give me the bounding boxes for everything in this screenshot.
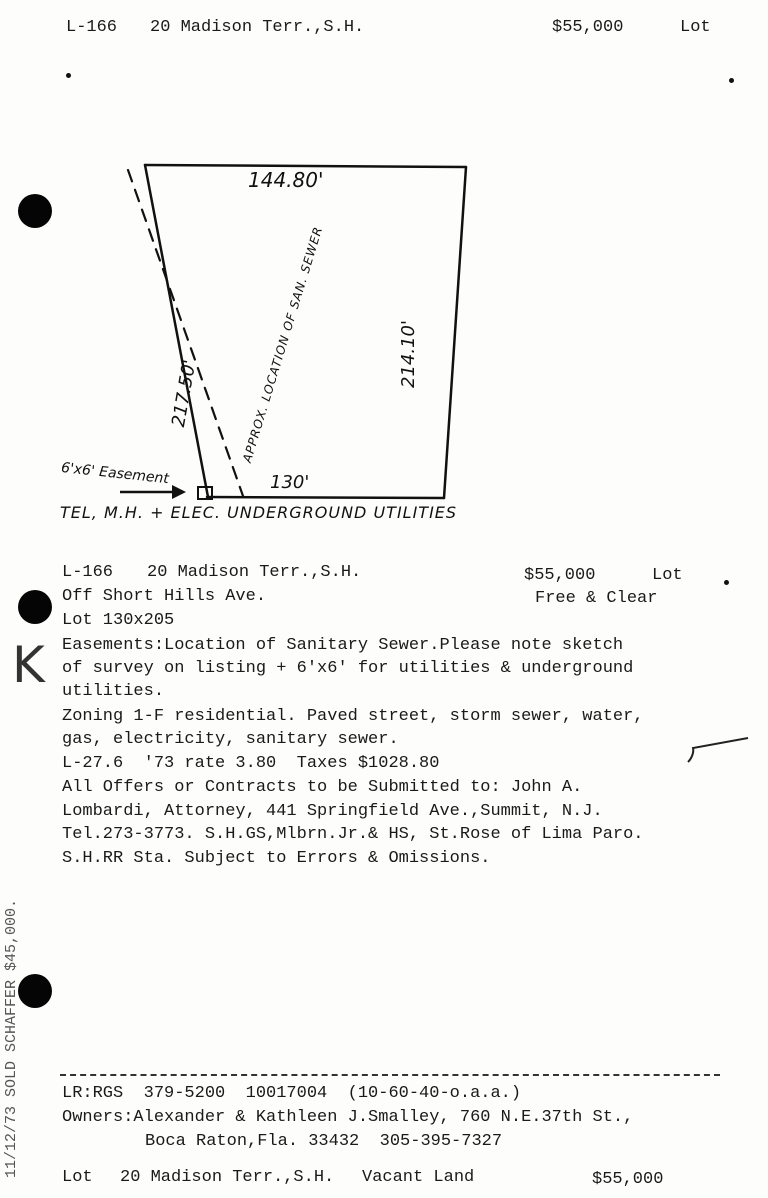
owners-address: Boca Raton,Fla. 33432 305-395-7327 [145,1132,503,1151]
listing-title-status: Free & Clear [535,589,658,608]
listing-address: 20 Madison Terr.,S.H. [147,563,362,582]
body-line: Easements:Location of Sanitary Sewer.Please note sketch [62,636,624,655]
header-address: 20 Madison Terr.,S.H. [150,18,365,37]
listing-broker-line: LR:RGS 379-5200 10017004 (10-60-40-o.a.a.) [62,1084,522,1103]
left-dimension: 217.50' [168,358,201,429]
easement-label: 6'x6' Easement [60,460,170,488]
header-listing-id: L-166 [66,18,118,37]
right-dimension: 214.10' [398,320,419,388]
body-line: All Offers or Contracts to be Submitted to: John A. [62,778,583,797]
owners-line: Owners:Alexander & Kathleen J.Smalley, 760 N.E.37th St., [62,1108,634,1127]
lot-size: Lot 130x205 [62,611,175,630]
body-line: of survey on listing + 6'x6' for utilities & underground [62,659,634,678]
body-line: utilities. [62,682,165,701]
sewer-note: APPROX. LOCATION OF SAN. SEWER [240,224,326,465]
sold-stamp: 11/12/73 SOLD SCHAFFER $45,000. [3,898,20,1178]
top-dimension: 144.80' [248,168,324,192]
body-line: Zoning 1-F residential. Paved street, storm sewer, water, [62,707,644,726]
header-price: $55,000 [552,18,624,37]
summary-address: 20 Madison Terr.,S.H. [120,1168,335,1187]
margin-mark: K [12,636,45,694]
listing-id: L-166 [62,563,114,582]
summary-price: $55,000 [592,1170,664,1189]
header-type: Lot [680,18,711,37]
bottom-dimension: 130' [270,472,310,493]
body-line: S.H.RR Sta. Subject to Errors & Omissions. [62,849,491,868]
listing-location: Off Short Hills Ave. [62,587,267,606]
body-line: Tel.273-3773. S.H.GS,Mlbrn.Jr.& HS, St.Rose of Lima Paro. [62,825,644,844]
summary-prefix: Lot [62,1168,93,1187]
body-line: Lombardi, Attorney, 441 Springfield Ave.,Summit, N.J. [62,802,603,821]
body-line: gas, electricity, sanitary sewer. [62,730,399,749]
summary-type: Vacant Land [362,1168,475,1187]
body-line: L-27.6 '73 rate 3.80 Taxes $1028.80 [62,754,440,773]
utilities-note: TEL, M.H. + ELEC. UNDERGROUND UTILITIES [60,503,458,522]
divider-line [60,1074,720,1076]
listing-type: Lot [652,566,683,585]
listing-price: $55,000 [524,566,596,585]
